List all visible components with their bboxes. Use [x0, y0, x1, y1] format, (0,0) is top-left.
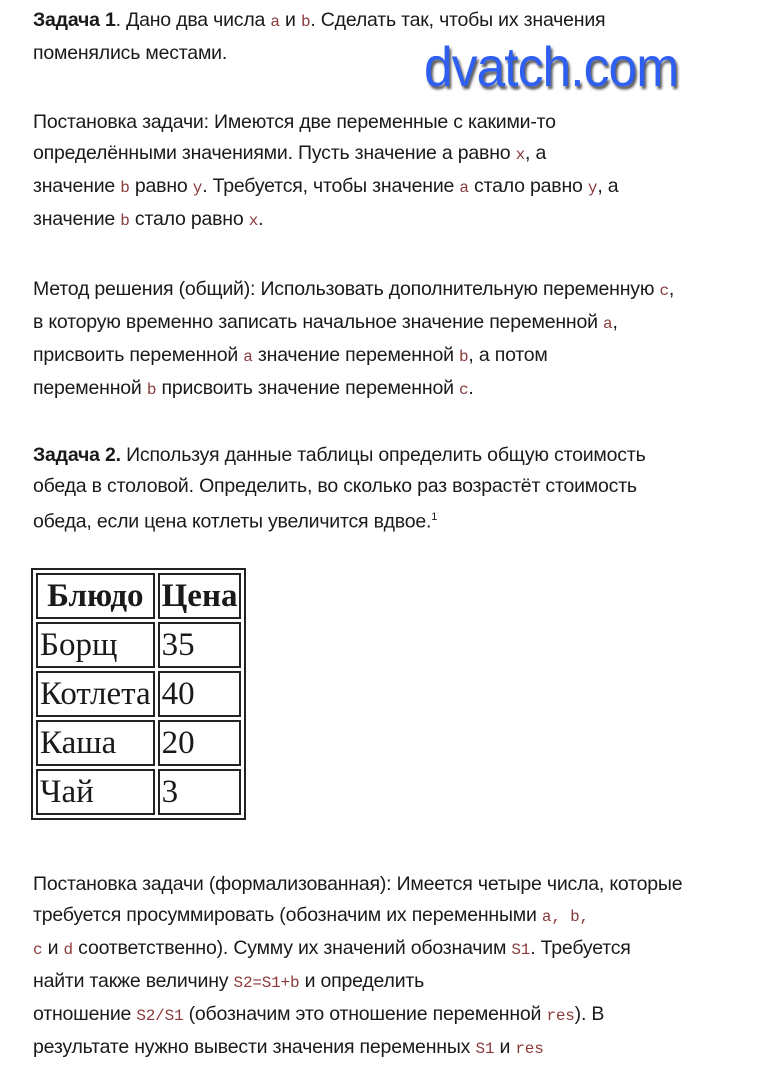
text-segment: ). В [574, 1003, 605, 1025]
text-segment: значение [33, 208, 121, 230]
text-segment: и [494, 1036, 516, 1058]
code-variable: a [459, 179, 469, 197]
text-segment: . [258, 208, 264, 230]
text-segment: , а [525, 142, 547, 164]
code-variable: y [587, 179, 598, 197]
text-segment: найти также величину [33, 970, 234, 992]
text-segment: (обозначим это отношение переменной [183, 1003, 547, 1025]
code-variable: c [33, 941, 43, 959]
text-segment: стало равно [129, 208, 249, 230]
dish-cell: Каша [36, 720, 155, 766]
text-segment: результате нужно вывести значения переменных [33, 1036, 476, 1058]
price-cell: 20 [158, 720, 242, 766]
text-segment: , [612, 311, 618, 333]
text-segment: отношение [33, 1003, 137, 1025]
code-variable: d [63, 941, 73, 959]
menu-price-table [31, 568, 246, 820]
code-variable: S1 [475, 1040, 495, 1058]
task-2-statement [33, 440, 646, 538]
text-segment: присвоить переменной [33, 344, 244, 366]
text-segment: обеда, если цена котлеты увеличится вдвое. [33, 510, 432, 533]
code-variable: a [243, 348, 253, 366]
task-1-method [33, 274, 674, 406]
price-cell: 40 [158, 671, 242, 717]
code-variable: res [546, 1007, 575, 1025]
dish-cell: Котлета [36, 671, 155, 717]
table-header-row [36, 573, 241, 619]
code-variable: a [270, 13, 280, 31]
code-variable: y [192, 179, 203, 197]
text-segment: Постановка задачи: Имеются две переменные с какими-то [33, 111, 556, 133]
code-variable: S2=S1+b [233, 974, 300, 992]
text-segment: , а [597, 175, 619, 197]
text-segment: значение [33, 175, 121, 197]
text-segment: переменной [33, 377, 147, 399]
code-variable: x [515, 146, 526, 164]
dish-cell: Борщ [36, 622, 155, 668]
text-segment: значение переменной [252, 344, 459, 366]
code-variable: x [248, 212, 259, 230]
text-segment: обеда в столовой. Определить, во сколько раз возрастёт стоимость [33, 475, 637, 497]
code-variable: c [459, 381, 469, 399]
code-variable: b [146, 381, 157, 399]
price-cell: 3 [158, 769, 242, 815]
table-row [36, 671, 241, 717]
task-2-formulation [33, 869, 682, 1065]
header-dish: Блюдо [36, 573, 155, 619]
text-segment: присвоить значение переменной [156, 377, 459, 399]
text-segment: и определить [299, 970, 425, 992]
text-segment: и [42, 937, 64, 959]
table-row [36, 769, 241, 815]
table-row [36, 622, 241, 668]
code-variable: b [120, 212, 130, 230]
code-variable: S2/S1 [136, 1007, 184, 1025]
code-variable: c [659, 282, 669, 300]
code-variable: S1 [511, 941, 531, 959]
table-row [36, 720, 241, 766]
price-cell: 35 [158, 622, 242, 668]
text-segment: . Требуется [530, 937, 631, 959]
text-segment: . Требуется, чтобы значение [202, 175, 460, 197]
text-segment: Постановка задачи (формализованная): Имеется четыре числа, которые [33, 873, 683, 895]
text-segment: и [279, 9, 301, 31]
text-segment: , [668, 278, 675, 300]
code-variable: a, b, [541, 908, 589, 926]
dish-cell: Чай [36, 769, 155, 815]
text-segment: Задача 1 [33, 9, 116, 31]
text-segment: в которую временно записать начальное значение переменной [33, 311, 604, 333]
text-segment: Используя данные таблицы определить общую стоимость [120, 444, 646, 466]
text-segment: Задача 2. [33, 444, 121, 466]
task-1-formulation [33, 107, 618, 237]
text-segment: , а потом [468, 344, 548, 366]
code-variable: res [515, 1040, 544, 1058]
text-segment: определёнными значениями. Пусть значение a равно [33, 142, 516, 164]
header-price: Цена [158, 573, 242, 619]
watermark-logo: dvatch.com [424, 35, 679, 98]
text-segment: соответственно). Сумму их значений обозначим [72, 937, 512, 959]
text-segment: поменялись местами. [33, 42, 228, 64]
text-segment: Метод решения (общий): Использовать дополнительную переменную [33, 278, 660, 300]
text-segment: . Сделать так, чтобы их значения [310, 9, 606, 31]
text-segment: . [468, 377, 474, 399]
text-segment: стало равно [468, 175, 588, 197]
text-segment: . Дано два числа [115, 9, 271, 31]
code-variable: b [120, 179, 130, 197]
code-variable: a [603, 315, 613, 333]
text-segment: равно [129, 175, 193, 197]
text-segment: требуется просуммировать (обозначим их переменными [33, 904, 542, 926]
footnote-ref: 1 [431, 511, 438, 523]
code-variable: b [300, 13, 311, 31]
code-variable: b [459, 348, 469, 366]
